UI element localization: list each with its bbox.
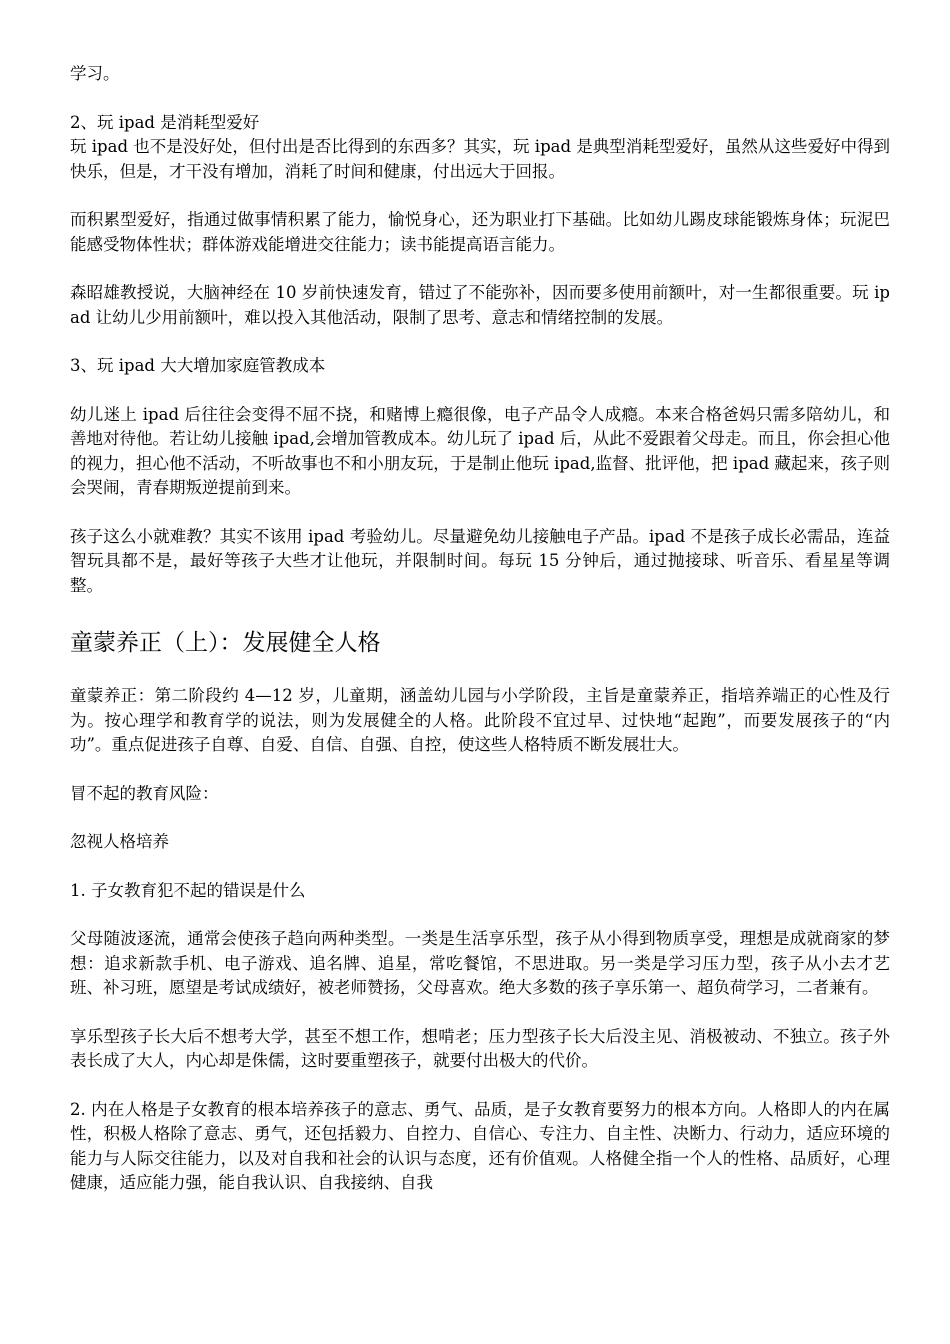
section-3-paragraph-1: 幼儿迷上 ipad 后往往会变得不屈不挠，和赌博上瘾很像，电子产品令人成瘾。本来合格爸妈只需多陪幼儿，和善地对待他。若让幼儿接触 ipad,会增加管教成本。幼儿玩了 ipad 后，从此不爱跟着父母走。而且，你会担心他的视力，担心他不活动，不听故事也不和小朋友玩，于是制止他玩 ipad,监督、批评他，把 ipad 藏起来，孩子则会哭闹，青春期叛逆提前到来。 — [70, 404, 890, 497]
section-2-paragraph-2: 而积累型爱好，指通过做事情积累了能力，愉悦身心，还为职业打下基础。比如幼儿踢皮球能锻炼身体；玩泥巴能感受物体性状；群体游戏能增进交往能力；读书能提高语言能力。 — [70, 210, 890, 254]
education-risk-label: 冒不起的教育风险： — [70, 783, 219, 803]
document-page — [70, 62, 890, 1196]
chapter-intro-paragraph: 童蒙养正：第二阶段约 4—12 岁，儿童期，涵盖幼儿园与小学阶段，主旨是童蒙养正，指培养端正的心性及行为。按心理学和教育学的说法，则为发展健全的人格。此阶段不宜过早、过快地“起跑”，而要发展孩子的“内功”。重点促进孩子自尊、自爱、自信、自强、自控，使这些人格特质不断发展壮大。 — [70, 686, 890, 754]
point-1-title: 1. 子女教育犯不起的错误是什么 — [70, 880, 306, 900]
point-2-paragraph: 2. 内在人格是子女教育的根本培养孩子的意志、勇气、品质，是子女教育要努力的根本方向。人格即人的内在属性，积极人格除了意志、勇气，还包括毅力、自控力、自信心、专注力、自主性、决断力、行动力，适应环境的能力与人际交往能力，以及对自我和社会的认识与态度，还有价值观。人格健全指一个人的性格、品质好，心理健康，适应能力强，能自我认识、自我接纳、自我 — [70, 1099, 890, 1192]
continuation-text: 学习。 — [70, 64, 120, 83]
section-2-paragraph-1: 玩 ipad 也不是没好处，但付出是否比得到的东西多？其实，玩 ipad 是典型消耗型爱好，虽然从这些爱好中得到快乐，但是，才干没有增加，消耗了时间和健康，付出远大于回报。 — [70, 137, 890, 181]
section-3-title: 3、玩 ipad 大大增加家庭管教成本 — [70, 356, 326, 375]
education-risk-subtitle: 忽视人格培养 — [70, 832, 169, 851]
section-2-paragraph-3: 森昭雄教授说，大脑神经在 10 岁前快速发育，错过了不能弥补，因而要多使用前额叶，对一生都很重要。玩 ipad 让幼儿少用前额叶，难以投入其他活动，限制了思考、意志和情绪控制的发展。 — [70, 283, 890, 327]
chapter-heading: 童蒙养正（上）：发展健全人格 — [70, 630, 381, 656]
section-3-paragraph-2: 孩子这么小就难教？其实不该用 ipad 考验幼儿。尽量避免幼儿接触电子产品。ipad 不是孩子成长必需品，连益智玩具都不是，最好等孩子大些才让他玩，并限制时间。每玩 15 分钟后，通过抛接球、听音乐、看星星等调整。 — [70, 526, 890, 595]
section-2-title: 2、玩 ipad 是消耗型爱好 — [70, 112, 260, 132]
point-1-paragraph-2: 享乐型孩子长大后不想考大学，甚至不想工作，想啃老；压力型孩子长大后没主见、消极被动、不独立。孩子外表长成了大人，内心却是侏儒，这时要重塑孩子，就要付出极大的代价。 — [70, 1026, 890, 1070]
point-1-paragraph-1: 父母随波逐流，通常会使孩子趋向两种类型。一类是生活享乐型，孩子从小得到物质享受，理想是成就商家的梦想：追求新款手机、电子游戏、追名牌、追星，常吃餐馆，不思进取。另一类是学习压力型，孩子从小去才艺班、补习班，愿望是考试成绩好，被老师赞扬，父母喜欢。绝大多数的孩子享乐第一、超负荷学习，二者兼有。 — [70, 929, 890, 997]
